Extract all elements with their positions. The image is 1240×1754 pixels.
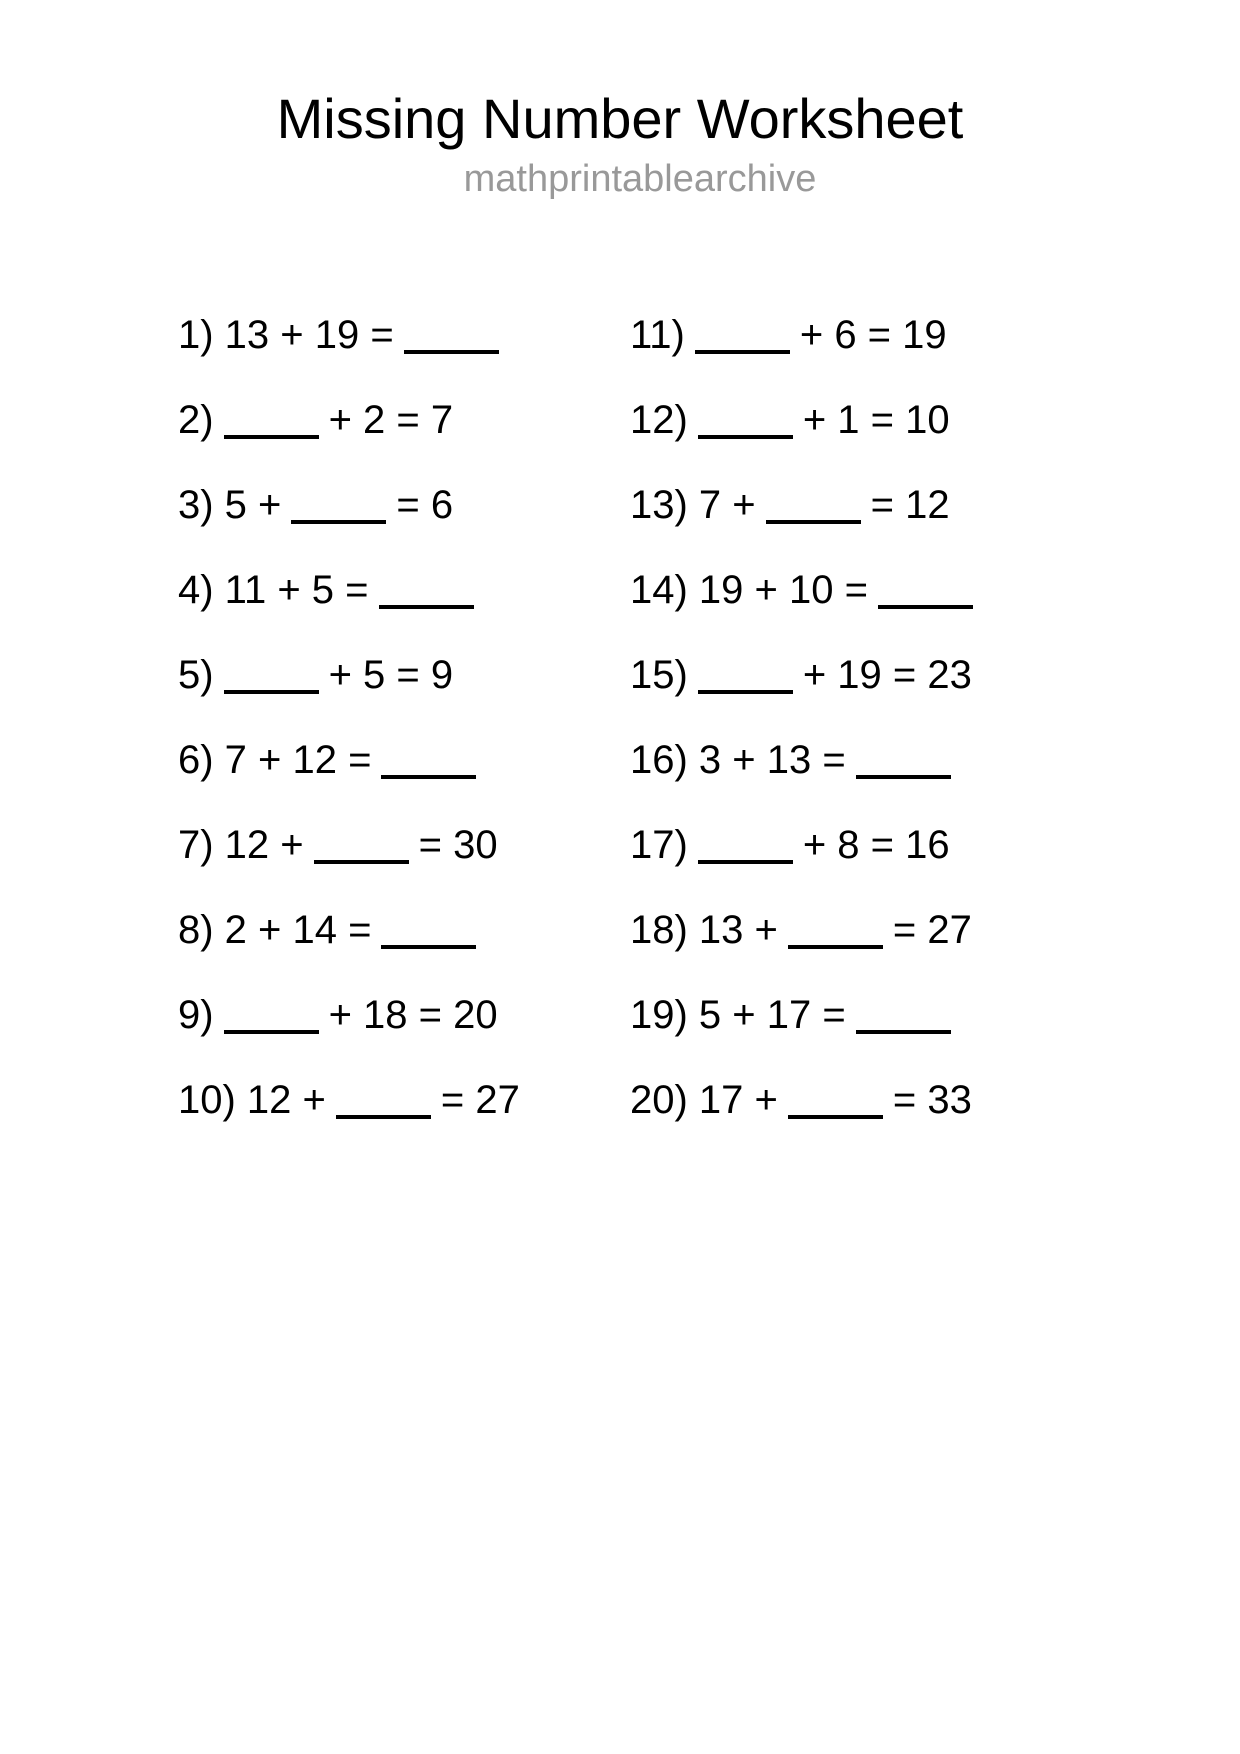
problem-text: 7) 12 + — [178, 822, 304, 867]
page-title: Missing Number Worksheet — [276, 87, 964, 150]
answer-blank — [695, 350, 790, 354]
problem-text: 6) 7 + 12 = — [178, 737, 372, 782]
problem-text: + 1 = 10 — [802, 397, 950, 442]
problem-text: 20) 17 + — [630, 1077, 778, 1122]
answer-blank — [336, 1115, 431, 1119]
problem-row-11 — [630, 293, 1240, 378]
answer-blank — [878, 605, 973, 609]
answer-blank — [381, 945, 476, 949]
problem-text: 17) — [630, 822, 688, 867]
problem-text: 16) 3 + 13 = — [630, 737, 846, 782]
answer-blank — [856, 775, 951, 779]
problem-text: + 19 = 23 — [802, 652, 972, 697]
problem-row-7 — [178, 803, 630, 888]
problem-row-15 — [630, 633, 1240, 718]
problem-text: = 33 — [892, 1077, 972, 1122]
problem-row-16 — [630, 718, 1240, 803]
problem-row-5 — [178, 633, 630, 718]
problem-text: + 8 = 16 — [802, 822, 950, 867]
answer-blank — [381, 775, 476, 779]
problem-text: 15) — [630, 652, 688, 697]
problem-text: 1) 13 + 19 = — [178, 312, 394, 357]
answer-blank — [224, 1030, 319, 1034]
answer-blank — [379, 605, 474, 609]
problem-text: 8) 2 + 14 = — [178, 907, 372, 952]
answer-blank — [766, 520, 861, 524]
problem-row-13 — [630, 463, 1240, 548]
problem-row-2 — [178, 378, 630, 463]
problem-text: + 6 = 19 — [799, 312, 947, 357]
answer-blank — [788, 945, 883, 949]
problem-text: + 5 = 9 — [328, 652, 454, 697]
answer-blank — [404, 350, 499, 354]
problem-text: = 30 — [418, 822, 498, 867]
problem-text: 18) 13 + — [630, 907, 778, 952]
problems-column-left — [178, 293, 630, 1143]
problem-text: + 2 = 7 — [328, 397, 454, 442]
problem-row-19 — [630, 973, 1240, 1058]
answer-blank — [224, 690, 319, 694]
answer-blank — [698, 860, 793, 864]
answer-blank — [698, 435, 793, 439]
problem-row-4 — [178, 548, 630, 633]
page-subtitle: mathprintablearchive — [463, 157, 817, 200]
problem-row-3 — [178, 463, 630, 548]
problem-text: 5) — [178, 652, 214, 697]
problem-row-20 — [630, 1058, 1240, 1143]
answer-blank — [291, 520, 386, 524]
problem-text: 10) 12 + — [178, 1077, 326, 1122]
problem-row-8 — [178, 888, 630, 973]
problem-text: = 6 — [396, 482, 454, 527]
answer-blank — [314, 860, 409, 864]
problem-row-17 — [630, 803, 1240, 888]
problem-text: 19) 5 + 17 = — [630, 992, 846, 1037]
problem-text: 3) 5 + — [178, 482, 282, 527]
problem-text: 12) — [630, 397, 688, 442]
problem-row-12 — [630, 378, 1240, 463]
problem-text: 11) — [630, 312, 685, 357]
problem-text: = 27 — [892, 907, 972, 952]
problem-row-1 — [178, 293, 630, 378]
answer-blank — [788, 1115, 883, 1119]
problem-text: 14) 19 + 10 = — [630, 567, 868, 612]
problem-text: = 27 — [440, 1077, 520, 1122]
problem-text: 2) — [178, 397, 214, 442]
problem-text: + 18 = 20 — [328, 992, 498, 1037]
problem-text: = 12 — [870, 482, 950, 527]
problem-row-9 — [178, 973, 630, 1058]
answer-blank — [224, 435, 319, 439]
problem-text: 9) — [178, 992, 214, 1037]
problem-text: 13) 7 + — [630, 482, 756, 527]
problem-text: 4) 11 + 5 = — [178, 567, 369, 612]
problem-row-6 — [178, 718, 630, 803]
problem-row-14 — [630, 548, 1240, 633]
answer-blank — [856, 1030, 951, 1034]
answer-blank — [698, 690, 793, 694]
problem-row-18 — [630, 888, 1240, 973]
problems-column-right — [630, 293, 1240, 1143]
problems-section — [0, 293, 1240, 1143]
problem-row-10 — [178, 1058, 630, 1143]
